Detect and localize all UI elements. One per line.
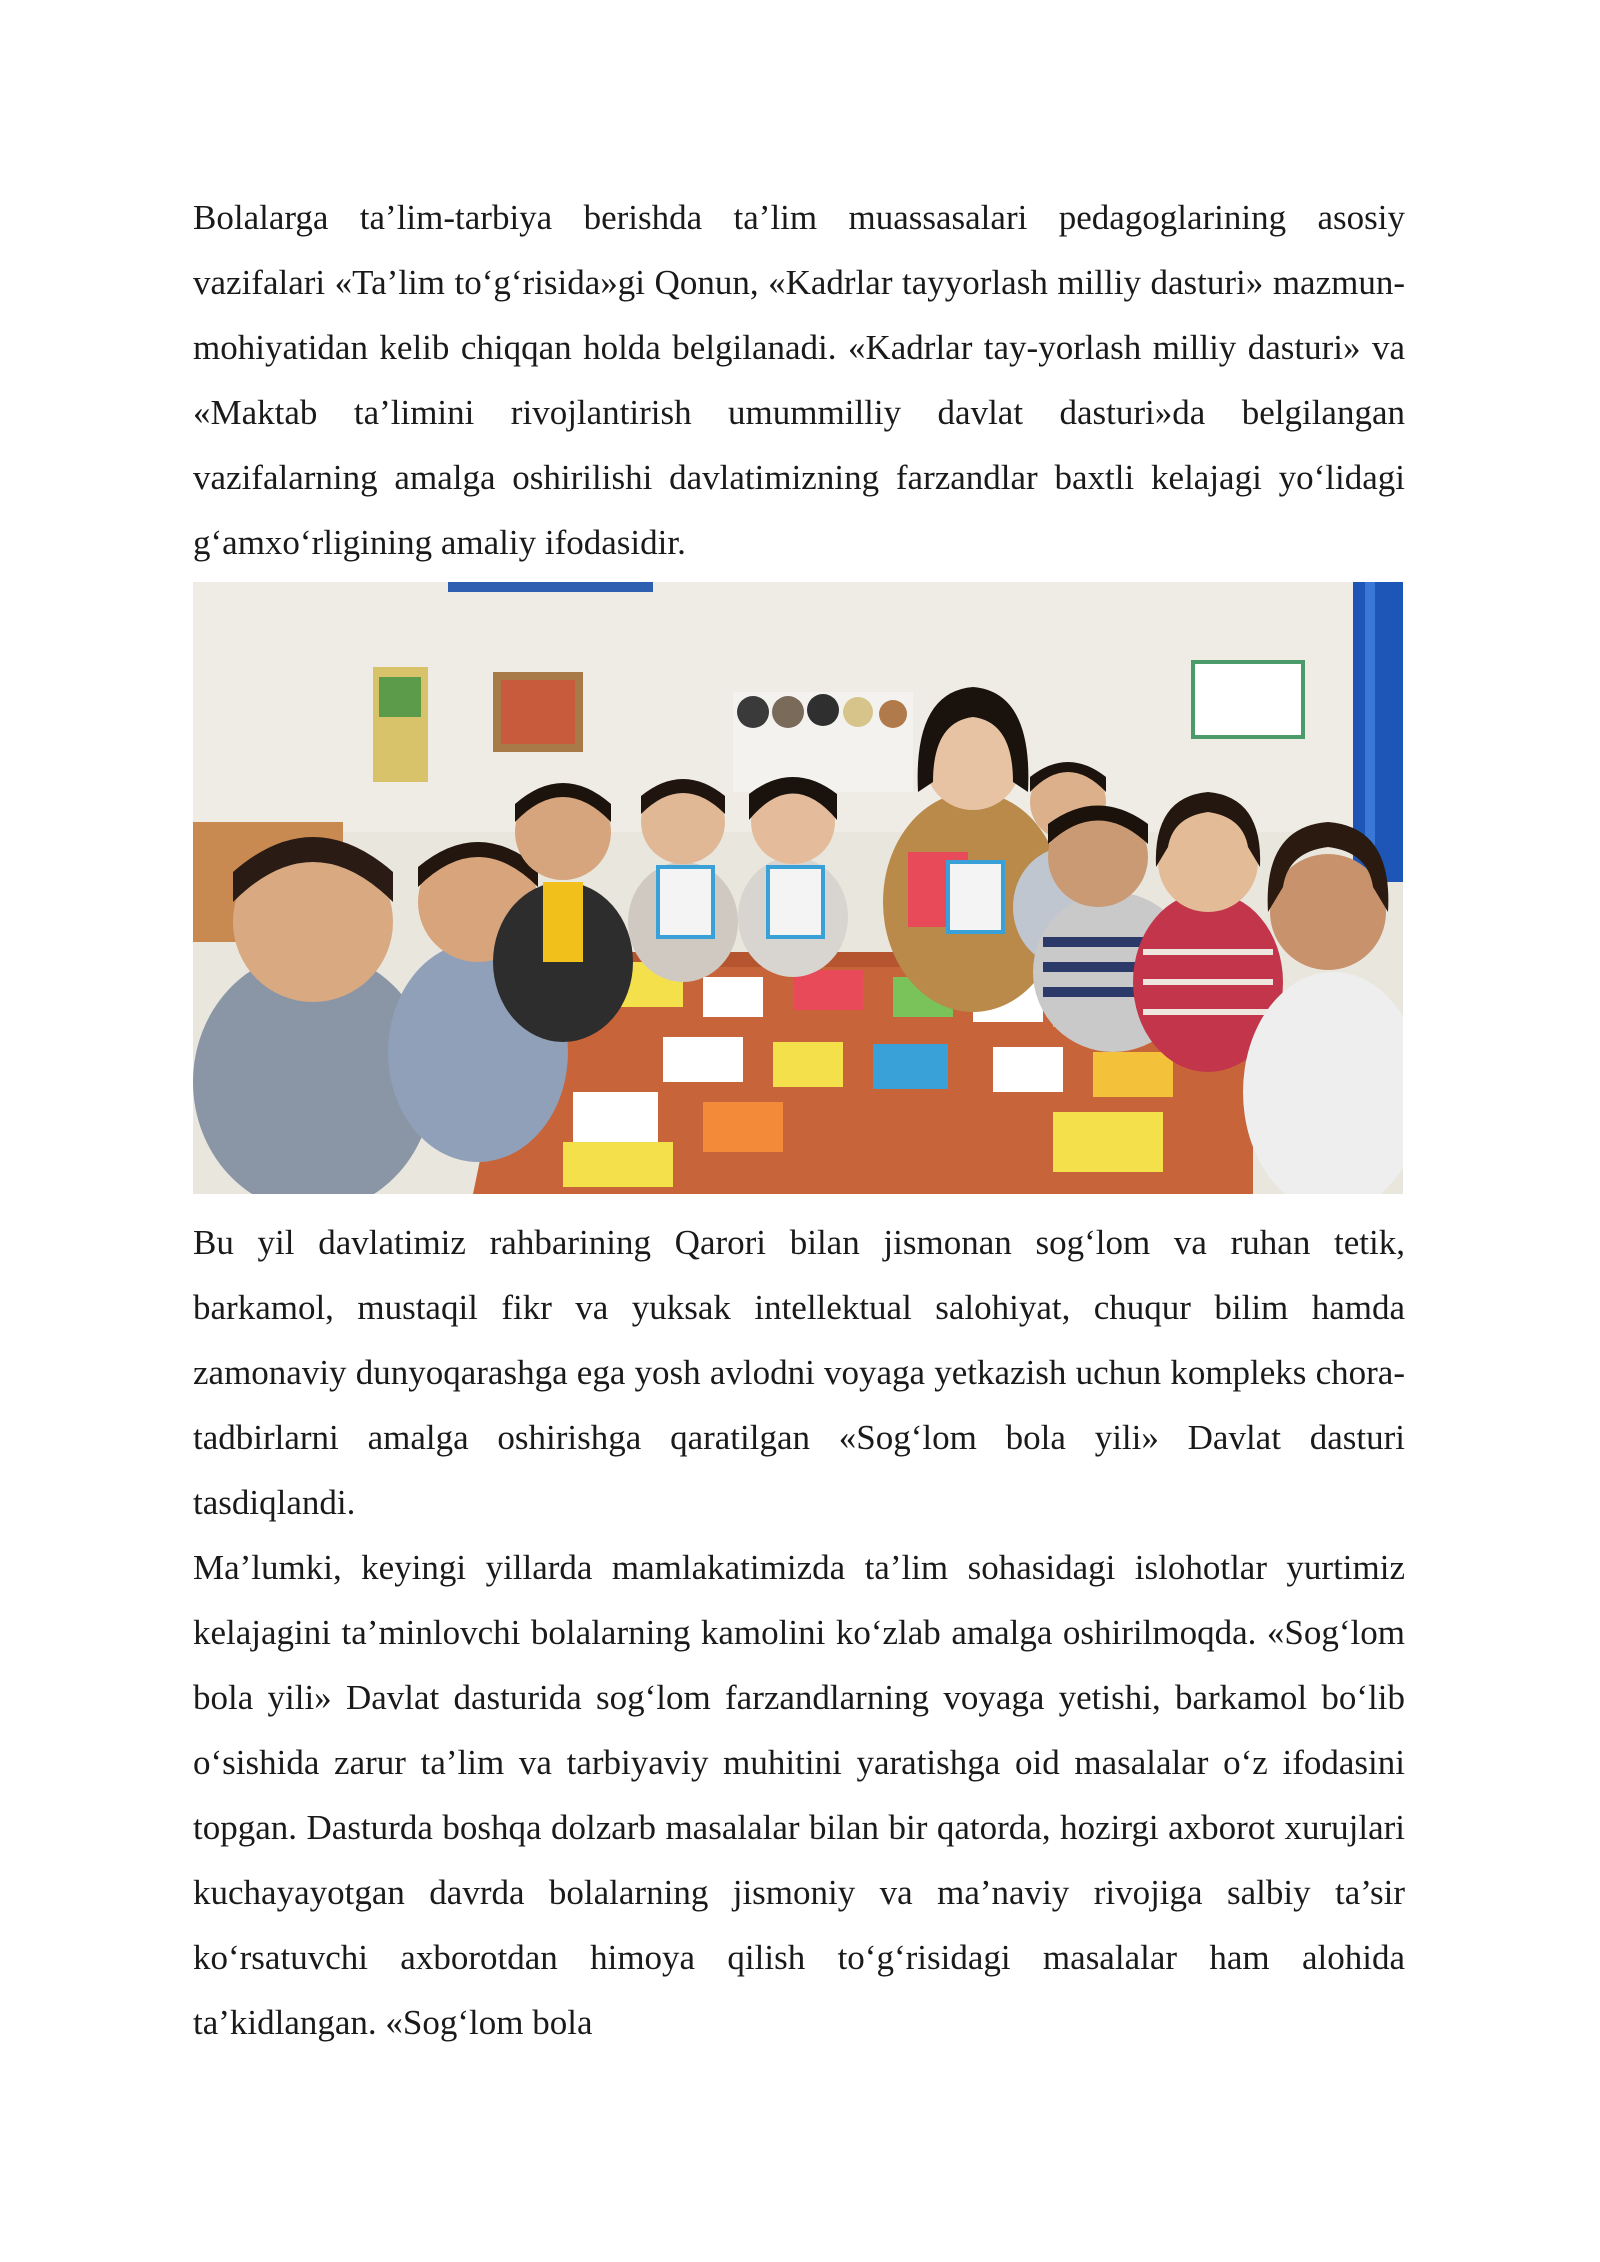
paragraph-state-program: Bu yil davlatimiz rahbarining Qarori bilan jismonan sog‘lom va ruhan tetik, barkamol, mustaqil fikr va yuksak intellektual salohiyat, chuqur bilim hamda zamonaviy dunyoqarashga ega yosh avlodni voyaga yetkazish uchun kompleks chora-tadbirlarni amalga oshirishga qaratilgan «Sog‘lom bola yili» Davlat dasturi tasdiqlandi. [193, 1223, 1405, 1522]
paragraph-intro: Bolalarga ta’lim-tarbiya berishda ta’lim muassasalari pedagoglarining asosiy vazifalari «Ta’lim to‘g‘risida»gi Qonun, «Kadrlar tayyorlash milliy dasturi» mazmun-mohiyatidan kelib chiqqan holda belgilanadi. «Kadrlar tay-yorlash milliy dasturi» va «Maktab ta’limini rivojlantirish umummilliy davlat dasturi»da belgilangan vazifalarning amalga oshirilishi davlatimizning farzandlar baxtli kelajagi yo‘lidagi g‘amxo‘rligining amaliy ifodasidir. [193, 198, 1405, 562]
classroom-photo [193, 582, 1403, 1194]
paragraph-reforms: Ma’lumki, keyingi yillarda mamlakatimizda ta’lim sohasidagi islohotlar yurtimiz kelajagini ta’minlovchi bolalarning kamolini ko‘zlab amalga oshirilmoqda. «Sog‘lom bola yili» Davlat dasturida sog‘lom farzandlarning voyaga yetishi, barkamol bo‘lib o‘sishida zarur ta’lim va tarbiyaviy muhitini yaratishga oid masalalar o‘z ifodasini topgan. Dasturda boshqa dolzarb masalalar bilan bir qatorda, hozirgi axborot xurujlari kuchayayotgan davrda bolalarning jismoniy va ma’naviy rivojiga salbiy ta’sir ko‘rsatuvchi axborotdan himoya qilish to‘g‘risidagi masalalar ham alohida ta’kidlangan. «Sog‘lom bola [193, 1548, 1405, 2042]
